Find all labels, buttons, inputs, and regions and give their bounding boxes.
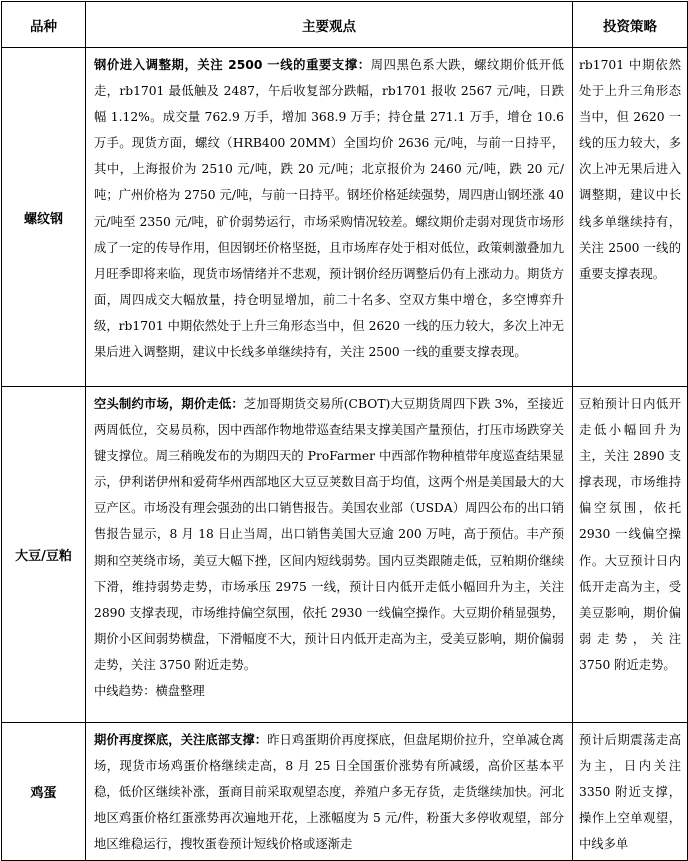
header-main-views: 主要观点 — [86, 2, 573, 48]
main-view-cell — [86, 387, 573, 723]
view-headline: 空头制约市场，期价走低： — [94, 397, 244, 411]
view-body: 昨日鸡蛋期价再度探底，但盘尾期价拉升，空单减仓离场，现货市场鸡蛋价格继续走高，8 月 25 日全国蛋价涨势有所减缓，高价区基本平稳，低价区继续补涨，蛋商目前采取观望态度，养殖户多无存货，走货继续加快。河北地区鸡蛋价格红蛋涨势再次遍地开花，上涨幅度为 5 元/件，粉蛋大多停收观望，部分地区维稳运行，搜牧蛋卷预计短线价格或逐渐走 — [94, 733, 564, 852]
header-variety: 品种 — [2, 2, 86, 48]
view-headline: 期价再度探底，关注底部支撑： — [94, 733, 268, 747]
midterm-trend: 中线趋势：横盘整理 — [94, 684, 205, 699]
commodity-views-table — [1, 1, 688, 861]
table-header-row — [2, 2, 688, 48]
strategy-cell — [573, 723, 688, 861]
main-view-cell — [86, 48, 573, 387]
variety-name: 螺纹钢 — [2, 48, 86, 387]
table-row-soy — [2, 387, 688, 723]
view-headline: 钢价进入调整期，关注 2500 一线的重要支撑： — [94, 58, 371, 72]
strategy-text: 预计后期震荡走高为主，日内关注 3350 附近支撑，操作上空单观望，中线多单 — [579, 733, 681, 852]
header-strategy: 投资策略 — [573, 2, 688, 48]
strategy-cell: 豆粕预计日内低开走低小幅回升为主，关注 2890 支撑表现，市场维持偏空氛围，依托 2930 一线偏空操作。大豆预计日内低开走高为主，受美豆影响，期价偏弱走势，关注 3750 附近走势。 — [573, 387, 688, 723]
view-body: 周四黑色系大跌，螺纹期价低开低走，rb1701 最低触及 2487，午后收复部分跌幅，rb1701 报收 2567 元/吨，日跌幅 1.12%。成交量 762.9 万手，增加 368.9 万手；持仓量 271.1 万手，增仓 10.6 万手。现货方面，螺纹（HRB400 20MM）全国均价 2636 元/吨，与前一日持平，其中，上海报价为 2510 元/吨，跌 20 元/吨；北京报价为 2460 元/吨，跌 20 元/吨；广州价格为 2750 元/吨，与前一日持平。钢坯价格延续强势，周四唐山钢坯涨 40 元/吨至 2350 元/吨，矿价弱势运行，市场采购情况较差。螺纹期价走弱对现货市场形成了一定的传导作用，但因钢坯价格坚挺，且市场库存处于相对低位，政策刺激叠加九月旺季即将来临，现货市场情绪并不悲观，预计钢价经历调整后仍有上涨动力。期货方面，周四成交大幅放量，持仓明显增加，前二十名多、空双方集中增仓，多空博弈升级，rb1701 中期依然处于上升三角形态当中，但 2620 一线的压力较大，多次上冲无果后进入调整期，建议中长线多单继续持有，关注 2500 一线的重要支撑表现。 — [94, 58, 564, 360]
variety-name: 鸡蛋 — [2, 723, 86, 861]
variety-name: 大豆/豆粕 — [2, 387, 86, 723]
view-body: 芝加哥期货交易所(CBOT)大豆期货周四下跌 3%，至接近两周低位，交易员称，因中西部作物地带巡查结果支撑美国产量预估，打压市场跌穿关键支撑位。周三稍晚发布的为期四天的 ProFarmer 中西部作物种植带年度巡查结果显示，伊利诺伊州和爱荷华州西部地区大豆豆荚数目高于均值，这两个州是美国最大的大豆产区。市场没有理会强劲的出口销售报告。美国农业部（USDA）周四公布的出口销售报告显示，8 月 18 日止当周，出口销售美国大豆逾 200 万吨，高于预估。丰产预期和空荚绕市场，美豆大幅下挫，区间内短线弱势。国内豆类跟随走低，豆粕期价继续下滑，维持弱势走势，市场承压 2975 一线，预计日内低开走低小幅回升为主，关注 2890 支撑表现，市场维持偏空氛围，依托 2930 一线偏空操作。大豆期价稍显强势，期价小区间弱势横盘，下滑幅度不大，预计日内低开走高为主，受美豆影响，期价偏弱走势，关注 3750 附近走势。 — [94, 397, 564, 672]
main-view-cell — [86, 723, 573, 861]
table-row-rebar — [2, 48, 688, 387]
table-row-egg — [2, 723, 688, 861]
strategy-cell: rb1701 中期依然处于上升三角形态当中，但 2620 一线的压力较大，多次上冲无果后进入调整期，建议中长线多单继续持有，关注 2500 一线的重要支撑表现。 — [573, 48, 688, 387]
